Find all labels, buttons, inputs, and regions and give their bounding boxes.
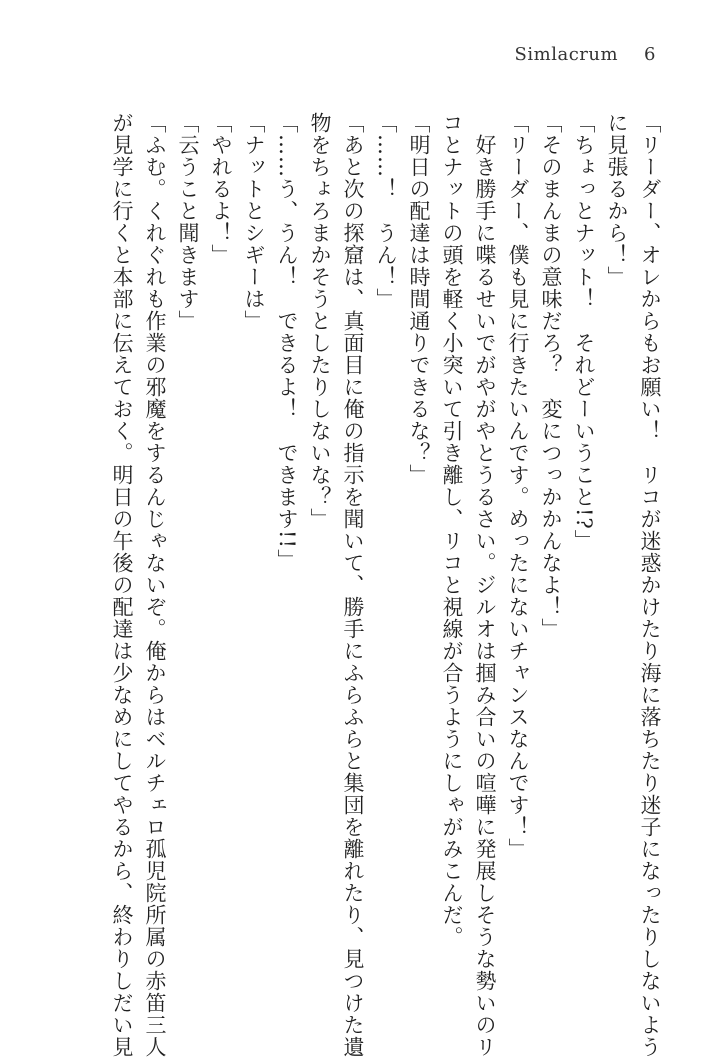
text-line: 「あと次の探窟は、真面目に俺の指示を聞いて、勝手にふらふらと集団を離れたり、見つけた遺 [341, 112, 365, 1058]
book-title: Simlacrum [514, 44, 619, 65]
text-line: コとナットの頭を軽く小突いて引き離し、リコと視線が合うようにしゃがみこんだ。 [440, 112, 464, 948]
text-line: 「……う、うん！ できるよ！ できます!!」 [275, 112, 299, 571]
page-number: 6 [644, 44, 656, 65]
text-line: 「そのまんまの意味だろ？ 変につっかかんなよ！」 [539, 112, 563, 640]
text-line: 「ふむ。くれぐれも作業の邪魔をするんじゃないぞ。俺からはベルチェロ孤児院所属の赤笛三人 [143, 112, 167, 1058]
text-line: に見張るから！」 [605, 112, 629, 288]
text-line: 「リーダー、僕も見に行きたいんです。めったにないチャンスなんです！」 [506, 112, 530, 860]
text-line: 「ナットとシギーは」 [242, 112, 266, 332]
text-line: 「リーダー、オレからもお願い！ リコが迷惑かけたり海に落ちたり迷子になったりしないよう [638, 112, 662, 1058]
text-line: 好き勝手に喋るせいでがやがやとうるさい。ジルオは掴み合いの喧嘩に発展しそうな勢いのリ [473, 112, 497, 1058]
running-header [515, 44, 656, 65]
text-line: が見学に行くと本部に伝えておく。明日の午後の配達は少なめにしてやるから、終わりしだい見 [110, 112, 134, 1058]
text-line: 「……！ うん！」 [374, 112, 398, 310]
text-line: 「云うこと聞きます」 [176, 112, 200, 332]
body-text [105, 112, 666, 1058]
text-line: 物をちょろまかそうとしたりしないな？」 [308, 112, 332, 530]
text-line: 「明日の配達は時間通りできるな？」 [407, 112, 431, 486]
text-line: 「ちょっとナット！ それどーいうこと!?」 [572, 112, 596, 552]
text-line: 「やれるよ！」 [209, 112, 233, 266]
